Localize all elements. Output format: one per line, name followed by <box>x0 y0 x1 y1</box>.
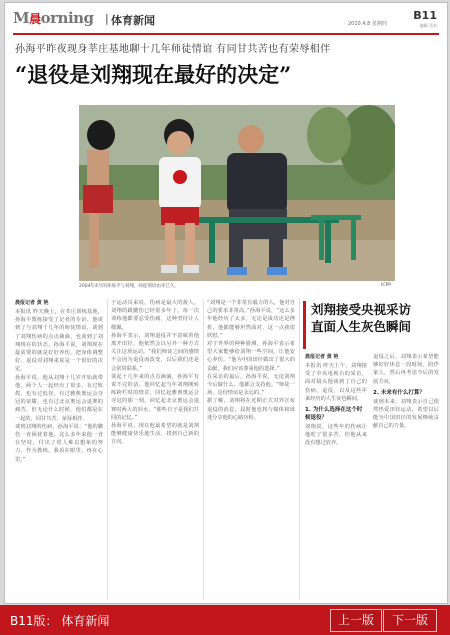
sidebar-accent-bar <box>303 301 306 349</box>
masthead-editor: 编辑 美术 <box>419 23 437 28</box>
sidebar-paragraph: 刘翔说，这些年的伤病让他吃了很多苦，但他从来没有想过放弃。 <box>305 424 367 447</box>
article-column-1 <box>15 299 103 599</box>
article-paragraph: 对于外界的种种猜测，孙海平表示希望大家能够给刘翔一些空间，让他安心养伤。“他为中国田径做出了很大的贡献，我们应该尊重他的选择。” <box>207 341 295 372</box>
article-paragraph: 在采访的最后，孙海平说，无论刘翔今后做什么，他都会支持他。“师徒一场，这份情谊是永远的。” <box>207 373 295 397</box>
article-paragraph: 据了解，刘翔将在近期正式对外宣布退役的消息，届时他也将与媒体和球迷分享他的心路历程。 <box>207 398 295 421</box>
page-navigation-bar <box>0 605 450 635</box>
sidebar-column-2 <box>373 353 439 599</box>
article-column-3 <box>207 299 295 599</box>
masthead <box>13 9 439 33</box>
article-paragraph: 孙海平表示，刘翔退役并不意味着他离开田径，他依然会以另外一种方式关注这项运动。“我们师徒之间的感情不会因为退役而改变，以后我们还是会常常联系。” <box>111 332 199 372</box>
article-paragraph: 谈起十几年来的点点滴滴，孙海平有说不完的话。他回忆起当年刘翔刚转练跨栏时的情景，回忆起雅典奥运会夺冠的那一刻，回忆起北京奥运会退赛时两人的泪水。“那些日子是我们共同的记忆。” <box>111 373 199 421</box>
article-paragraph: 谈到刘翔的伤病，孙海平说：“他的脚伤一直困扰着他，这么多年来他一直在坚持，付出了常人难以想象的努力。作为教练，我看在眼里，疼在心里。” <box>15 423 103 463</box>
sidebar-byline: 晨报记者 黄 艳 <box>305 354 339 360</box>
sidebar-paragraph: 退役之后，刘翔表示希望能够好好休息一段时间，陪伴家人，然后再考虑今后的发展方向。 <box>373 354 439 385</box>
sidebar-headline: 刘翔接受央视采访 直面人生灰色瞬间 <box>311 302 412 334</box>
article-byline: 晨报记者 黄 艳 <box>15 300 49 306</box>
article-paragraph: 于运动员来说，伤病是最大的敌人。刘翔的跟腱伤已经很多年了，每一次训练他都要忍受伤痛，这种坚持让人敬佩。 <box>111 300 199 331</box>
masthead-date: 2010.4.8 星期四 <box>348 21 387 27</box>
masthead-logo: M晨orning <box>13 9 94 27</box>
article-paragraph: “刘翔是一个非常有毅力的人，他对自己的要求非常高。”孙海平说，“这么多年他经历了太多，无论是成功还是挫折，他都能够坦然面对，这一点我很欣慰。” <box>207 300 295 339</box>
sidebar-paragraph: 谈到未来，刘翔表示自己依然热爱田径运动，希望以后能为中国田径的发展继续贡献自己的力量。 <box>373 398 439 430</box>
photo-credit: ICPP <box>381 283 391 288</box>
article-paragraph: 本报讯 昨天晚上，在莘庄训练基地，孙海平教练接受了记者的专访。他谈到了与刘翔十几年的师徒情谊，谈到了刘翔伤病的点点滴滴，也谈到了刘翔现在的状态。孙海平说，刘翔现在最需要的就是好好养伤，把身体调整好，退役对刘翔来说是一个很好的决定。 <box>15 309 103 373</box>
photo-caption: 2004年4月的孙海平与刘翔，师徒情谊由来已久。 ICPP <box>79 283 391 289</box>
article-paragraph: 孙海平说，他从刘翔十几岁开始就带他，两个人一起经历了很多。有过辉煌，也有过低谷，有过雅典奥运会夺冠的荣耀，也有过北京奥运会退赛的痛苦。但无论什么时候，他们都是在一起的，同甘共苦，荣辱相伴。 <box>15 374 103 422</box>
masthead-rule <box>13 33 439 35</box>
newspaper-page <box>4 2 448 604</box>
column-divider <box>107 299 108 599</box>
masthead-page-number: B11 <box>413 9 437 22</box>
sidebar-column-1 <box>305 353 367 599</box>
column-divider <box>203 299 204 599</box>
article-photo <box>79 105 395 281</box>
article-column-2 <box>111 299 199 599</box>
sidebar-subheading: 2. 未来有什么打算？ <box>373 389 425 396</box>
masthead-separator: | <box>105 12 109 25</box>
column-divider <box>299 299 300 599</box>
masthead-section: 体育新闻 <box>111 14 155 27</box>
article-paragraph: 孙海平说，现在他最希望的就是刘翔能够健康快乐地生活，找到自己新的方向。 <box>111 423 199 446</box>
previous-page-button[interactable]: 上一版 <box>330 609 382 632</box>
sidebar-paragraph: 本报讯 昨天上午，刘翔接受了中央电视台的采访，面对镜头他谈到了自己的伤病、退役，以及这些年来经历的人生灰色瞬间。 <box>305 363 367 402</box>
article-subheadline: 孙海平昨夜现身莘庄基地聊十几年师徒情谊 有同甘共苦也有荣辱相伴 <box>15 44 331 55</box>
next-page-button[interactable]: 下一版 <box>383 609 437 632</box>
current-page-label: B11版： 体育新闻 <box>10 614 110 628</box>
article-headline: “退役是刘翔现在最好的决定” <box>15 62 292 87</box>
sidebar-subheading: 1. 为什么选择在这个时候退役？ <box>305 407 363 422</box>
